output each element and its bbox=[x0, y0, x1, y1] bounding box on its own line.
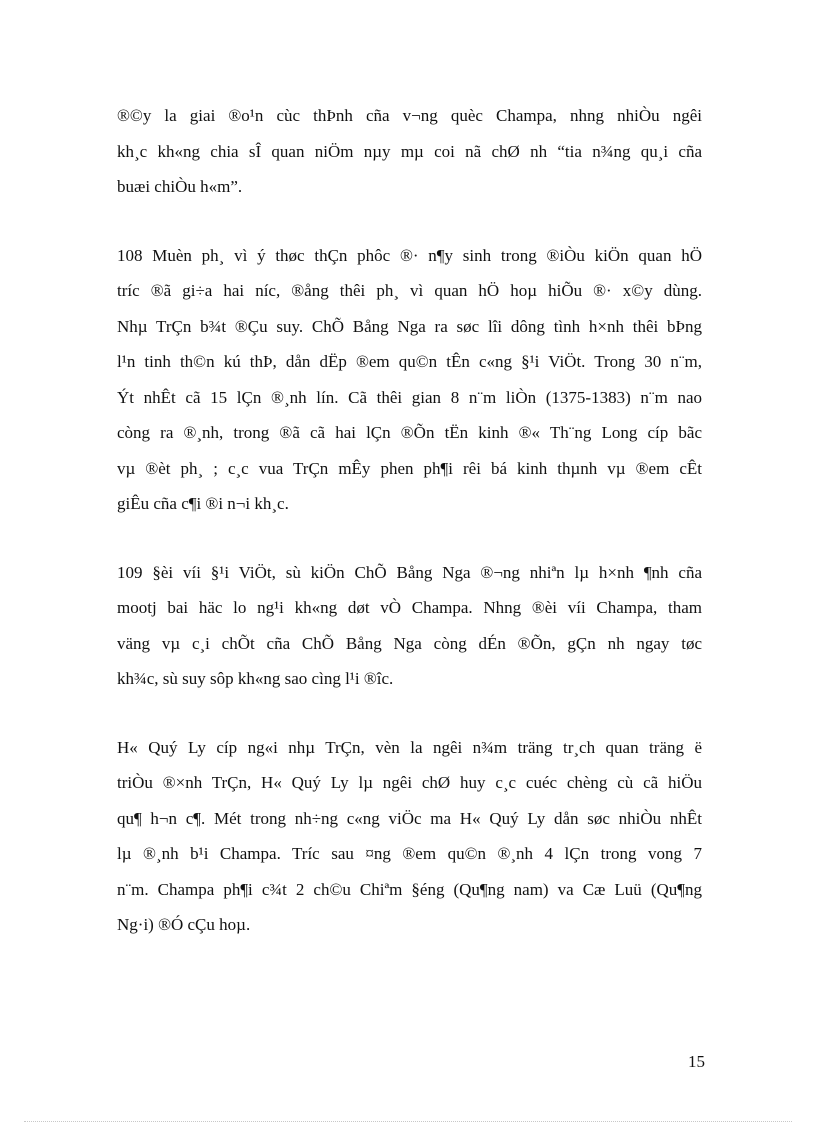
text-line: giÊu cña c¶i ®i n¬i kh¸c. bbox=[117, 494, 289, 513]
paragraph-1 bbox=[117, 98, 702, 205]
page-bottom-divider bbox=[24, 1121, 792, 1122]
text-line: qu¶ h¬n c¶. Mét trong nh÷ng c«ng viÖc ma H« Quý Ly dån søc nhiÒu nhÊt bbox=[117, 808, 702, 828]
text-line: triÒu ®×nh TrÇn, H« Quý Ly lµ ngêi chØ huy c¸c cuéc chèng cù cã hiÖu bbox=[117, 773, 702, 792]
text-line: còng ra ®¸nh, trong ®ã cã hai lÇn ®Õn tËn kinh ®« Th¨ng Long cíp bãc bbox=[117, 423, 702, 442]
text-line: Ýt nhÊt cã 15 lÇn ®¸nh lín. Cã thêi gian 8 n¨m liÒn (1375-1383) n¨m nao bbox=[117, 387, 702, 407]
text-line: vµ ®èt ph¸ ; c¸c vua TrÇn mÊy phen ph¶i rêi bá kinh thµnh vµ ®em cÊt bbox=[117, 458, 702, 478]
text-line: buæi chiÒu h«m”. bbox=[117, 177, 243, 196]
paragraph-ho-quy-ly bbox=[117, 730, 702, 943]
text-line: H« Quý Ly cíp ng«i nhµ TrÇn, vèn la ngêi n¾m träng tr¸ch quan träng ë bbox=[117, 737, 702, 757]
text-line: ®©y la giai ®o¹n cùc thÞnh cña v¬ng quèc Champa, nhng nhiÒu ngêi bbox=[117, 106, 702, 125]
text-line: 109 §èi víi §¹i ViÖt, sù kiÖn ChÕ Bång Nga ®¬ng nhiªn lµ h×nh ¶nh cña bbox=[117, 562, 702, 582]
text-line: mootj bai häc lo ng¹i kh«ng døt vÒ Champa. Nhng ®èi víi Champa, tham bbox=[117, 598, 702, 617]
text-line: 108 Muèn ph¸ vì ý thøc thÇn phôc ®· n¶y sinh trong ®iÒu kiÖn quan hÖ bbox=[117, 245, 702, 265]
text-line: väng vµ c¸i chÕt cña ChÕ Bång Nga còng dÉn ®Õn, gÇn nh ngay tøc bbox=[117, 633, 702, 653]
text-line: kh¾c, sù suy sôp kh«ng sao cìng l¹i ®îc. bbox=[117, 669, 394, 688]
text-line: l¹n tinh th©n kú thÞ, dån dËp ®em qu©n tÊn c«ng §¹i ViÖt. Trong 30 n¨m, bbox=[117, 352, 702, 371]
paragraph-109 bbox=[117, 555, 702, 697]
text-line: n¨m. Champa ph¶i c¾t 2 ch©u Chiªm §éng (Qu¶ng nam) va Cæ Luü (Qu¶ng bbox=[117, 879, 702, 899]
document-body bbox=[117, 98, 702, 976]
page-number: 15 bbox=[688, 1052, 705, 1071]
text-line: lµ ®¸nh b¹i Champa. Tríc sau ¤ng ®em qu©n ®¸nh 4 lÇn trong vong 7 bbox=[117, 844, 702, 863]
paragraph-108 bbox=[117, 238, 702, 522]
text-line: Ng·i) ®Ó cÇu hoµ. bbox=[117, 915, 251, 934]
text-line: kh¸c kh«ng chia sÎ quan niÖm nµy mµ coi nã chØ nh “tia n¾ng qu¸i cña bbox=[117, 141, 702, 161]
text-line: Nhµ TrÇn b¾t ®Çu suy. ChÕ Bång Nga ra søc lîi dông tình h×nh thêi bÞng bbox=[117, 316, 702, 336]
text-line: tríc ®ã gi÷a hai níc, ®ång thêi ph¸ vì quan hÖ hoµ hiÕu ®· x©y dùng. bbox=[117, 281, 702, 300]
